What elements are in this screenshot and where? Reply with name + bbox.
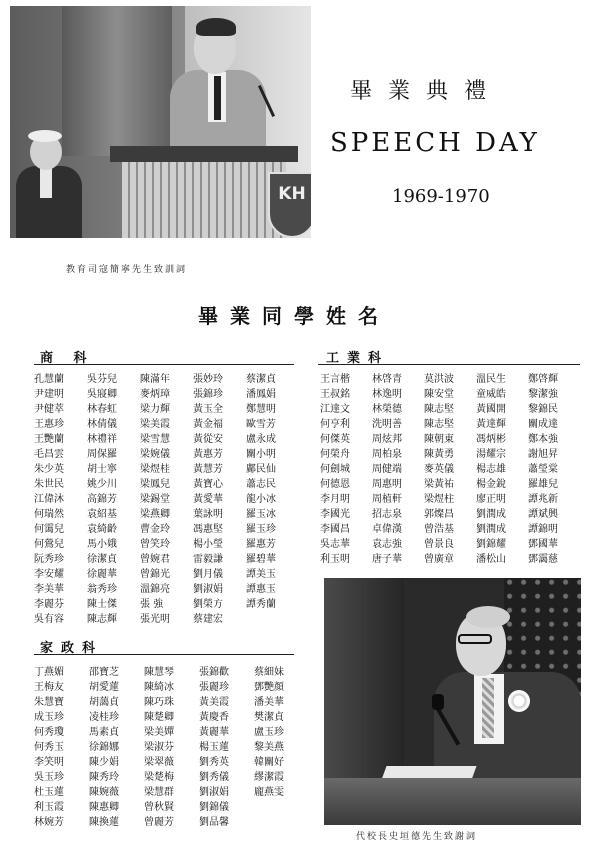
graduate-name: 譚錦明	[528, 524, 558, 535]
graduate-name: 朱世民	[34, 479, 64, 490]
graduate-name: 梁翠薇	[144, 757, 174, 768]
graduate-name: 劉淑娟	[193, 584, 223, 595]
graduate-name: 王叔銘	[320, 389, 350, 400]
graduate-name: 梁美嬋	[144, 727, 174, 738]
graduate-name: 鄺民仙	[246, 464, 276, 475]
graduate-name: 羅玉冰	[246, 509, 276, 520]
graduate-name: 謝旭昇	[528, 449, 558, 460]
graduate-name: 李麗芬	[34, 599, 64, 610]
graduate-name: 關成達	[528, 419, 558, 430]
graduate-name: 蔡建宏	[193, 614, 223, 625]
graduate-name: 阮秀珍	[34, 554, 64, 565]
graduate-name: 何瑞然	[34, 509, 64, 520]
graduate-name: 唐子華	[372, 554, 402, 565]
graduate-name: 梁燕卿	[140, 509, 170, 520]
graduate-name: 何劍城	[320, 464, 350, 475]
graduate-name: 陳秀玲	[89, 772, 119, 783]
graduate-name: 李月明	[320, 494, 350, 505]
graduate-name: 楊小瑩	[193, 539, 223, 550]
graduate-name: 朱少英	[34, 464, 64, 475]
graduate-name: 丁燕媚	[34, 667, 64, 678]
graduate-name: 劉錦儀	[199, 802, 229, 813]
graduate-name: 利玉明	[320, 554, 350, 565]
graduate-name: 陳志輝	[87, 614, 117, 625]
graduate-name: 潘松山	[476, 554, 506, 565]
graduate-name: 譚惠玉	[246, 584, 276, 595]
graduate-name: 廖正明	[476, 494, 506, 505]
graduate-name: 梁婉儀	[140, 449, 170, 460]
graduate-name: 林逸明	[372, 389, 402, 400]
graduate-name: 陳慧琴	[144, 667, 174, 678]
graduate-name: 鄧靄慈	[528, 554, 558, 565]
graduate-name: 馬素貞	[89, 727, 119, 738]
graduate-name: 童威皓	[476, 389, 506, 400]
graduate-name: 劉錦耀	[476, 539, 506, 550]
graduate-name: 徐潔貞	[87, 554, 117, 565]
graduate-name: 鄭啓輝	[528, 374, 558, 385]
graduate-name: 利玉霞	[34, 802, 64, 813]
graduate-name: 龐燕雯	[254, 787, 284, 798]
top-photo	[10, 6, 311, 238]
graduate-name: 楊金銳	[476, 479, 506, 490]
graduate-name: 李安耀	[34, 569, 64, 580]
graduate-name: 黎錦民	[528, 404, 558, 415]
graduate-name: 梁美霞	[140, 419, 170, 430]
graduate-name: 林春虹	[87, 404, 117, 415]
graduate-name: 黃玉全	[193, 404, 223, 415]
microphone-icon	[432, 694, 444, 710]
graduate-name: 馮惠堅	[193, 524, 223, 535]
boutonniere-icon	[508, 690, 530, 712]
graduate-name: 梁雪慧	[140, 434, 170, 445]
glasses-icon	[458, 634, 492, 644]
section-rule-industrial	[318, 364, 580, 365]
graduate-name: 陳黃勇	[424, 449, 454, 460]
speaker-hair	[196, 18, 236, 36]
graduate-name: 胡士寧	[87, 464, 117, 475]
graduate-name: 袁志強	[372, 539, 402, 550]
graduate-name: 梁煜桂	[140, 464, 170, 475]
graduate-name: 潘美華	[254, 697, 284, 708]
graduate-name: 林倩儀	[87, 419, 117, 430]
graduate-name: 譚秀蘭	[246, 599, 276, 610]
graduate-name: 麥炳璋	[140, 389, 170, 400]
graduate-name: 周健端	[372, 464, 402, 475]
name-list-industrial	[320, 372, 580, 567]
graduate-name: 馮炳彬	[476, 434, 506, 445]
graduate-name: 黃麗華	[199, 727, 229, 738]
graduate-name: 陳少娟	[89, 757, 119, 768]
graduate-name: 楊玉蓮	[199, 742, 229, 753]
graduate-name: 鄧艷顏	[254, 682, 284, 693]
graduate-name: 黃達輝	[476, 419, 506, 430]
graduate-name: 林婉芳	[34, 817, 64, 828]
graduate-name: 李國光	[320, 509, 350, 520]
graduate-name: 黃慧芳	[193, 464, 223, 475]
name-list-commerce	[34, 372, 299, 627]
graduate-name: 王梅友	[34, 682, 64, 693]
graduate-name: 何霭兒	[34, 524, 64, 535]
graduate-name: 溫錦亮	[140, 584, 170, 595]
graduate-name: 譚美玉	[246, 569, 276, 580]
photo-curtain	[62, 6, 172, 156]
section-rule-domestic	[34, 654, 294, 655]
graduate-name: 曾笑玲	[140, 539, 170, 550]
graduate-name: 尹建明	[34, 389, 64, 400]
graduate-name: 王艷蘭	[34, 434, 64, 445]
graduate-name: 何秀瓊	[34, 727, 64, 738]
section-rule-commerce	[34, 364, 294, 365]
graduate-name: 蕭瑩棠	[528, 464, 558, 475]
graduate-name: 何傑英	[320, 434, 350, 445]
graduate-name: 葉詠明	[193, 509, 223, 520]
desk	[324, 778, 581, 825]
school-crest-icon: KH	[268, 172, 311, 238]
graduate-name: 梁錫堂	[140, 494, 170, 505]
speaker-hair	[466, 606, 510, 628]
graduate-name: 吳有容	[34, 614, 64, 625]
graduate-name: 張麗珍	[199, 682, 229, 693]
graduate-name: 林啓青	[372, 374, 402, 385]
graduate-name: 林禮祥	[87, 434, 117, 445]
graduate-name: 曾景良	[424, 539, 454, 550]
graduate-name: 陳惠卿	[89, 802, 119, 813]
graduate-name: 雷毅謙	[193, 554, 223, 565]
graduate-name: 邵寶芝	[89, 667, 119, 678]
lectern	[122, 162, 286, 238]
graduate-name: 歐雪芳	[246, 419, 276, 430]
graduate-name: 曹金玲	[140, 524, 170, 535]
graduate-name: 鄭本強	[528, 434, 558, 445]
title-english: SPEECH DAY	[330, 128, 540, 158]
graduate-name: 陳志堅	[424, 404, 454, 415]
graduate-name: 劉秀儀	[199, 772, 229, 783]
title-chinese: 畢業典禮	[350, 79, 503, 104]
graduate-name: 麥英儀	[424, 464, 454, 475]
seated-shirt	[40, 168, 52, 198]
graduate-name: 劉月儀	[193, 569, 223, 580]
lectern-top	[110, 146, 298, 162]
graduate-name: 劉潤成	[476, 509, 506, 520]
graduate-name: 盧永成	[246, 434, 276, 445]
graduate-name: 卓偉漢	[372, 524, 402, 535]
graduate-name: 龍小冰	[246, 494, 276, 505]
graduate-name: 杜玉蓮	[34, 787, 64, 798]
graduate-name: 梁慧群	[144, 787, 174, 798]
graduate-name: 李國昌	[320, 524, 350, 535]
graduate-name: 徐錦娜	[89, 742, 119, 753]
graduate-name: 黃寶心	[193, 479, 223, 490]
graduate-name: 梁鳳兒	[140, 479, 170, 490]
graduate-name: 劉淑娟	[199, 787, 229, 798]
graduate-name: 張 強	[140, 599, 164, 610]
graduate-name: 高錦芳	[87, 494, 117, 505]
graduate-name: 黃從安	[193, 434, 223, 445]
graduate-name: 姚少川	[87, 479, 117, 490]
graduate-name: 孔慧蘭	[34, 374, 64, 385]
graduate-name: 周保羅	[87, 449, 117, 460]
graduate-name: 劉榮方	[193, 599, 223, 610]
graduate-name: 鄭慧明	[246, 404, 276, 415]
graduate-name: 羅碧華	[246, 554, 276, 565]
name-list-domestic	[34, 665, 309, 830]
graduate-name: 陳志堅	[424, 419, 454, 430]
graduate-name: 陳巧珠	[144, 697, 174, 708]
graduate-name: 曾錦光	[140, 569, 170, 580]
graduate-name: 曾婉君	[140, 554, 170, 565]
graduate-name: 王惠珍	[34, 419, 64, 430]
graduate-name: 曾浩基	[424, 524, 454, 535]
graduate-name: 譚兆新	[528, 494, 558, 505]
graduate-name: 譚斌興	[528, 509, 558, 520]
graduate-name: 韓關好	[254, 757, 284, 768]
graduate-name: 黎潔強	[528, 389, 558, 400]
title-year: 1969-1970	[392, 186, 490, 207]
graduate-name: 曾秋賢	[144, 802, 174, 813]
graduate-name: 何鶯兒	[34, 539, 64, 550]
graduate-name: 何秀玉	[34, 742, 64, 753]
graduate-name: 黃慶香	[199, 712, 229, 723]
graduate-name: 江達文	[320, 404, 350, 415]
graduate-name: 曾麗芳	[144, 817, 174, 828]
graduate-name: 劉秀英	[199, 757, 229, 768]
graduate-name: 何榮舟	[320, 449, 350, 460]
graduate-name: 陳士傑	[87, 599, 117, 610]
graduate-name: 張妙玲	[193, 374, 223, 385]
graduate-name: 王言楷	[320, 374, 350, 385]
graduate-name: 蔡細妹	[254, 667, 284, 678]
graduate-name: 劉品馨	[199, 817, 229, 828]
graduate-name: 袁紹基	[87, 509, 117, 520]
bottom-photo-caption: 代校長史垣德先生致謝詞	[356, 832, 478, 842]
graduate-name: 成玉珍	[34, 712, 64, 723]
graduate-name: 江偉沐	[34, 494, 64, 505]
graduate-name: 潘鳳娟	[246, 389, 276, 400]
graduate-name: 吳寢卿	[87, 389, 117, 400]
graduate-name: 梁淑芬	[144, 742, 174, 753]
speaker-tie	[214, 76, 221, 120]
graduate-name: 張光明	[140, 614, 170, 625]
graduate-name: 李美華	[34, 584, 64, 595]
graduate-name: 胡藹貞	[89, 697, 119, 708]
graduate-name: 湯耀宗	[476, 449, 506, 460]
graduate-name: 梁黃祐	[424, 479, 454, 490]
graduate-name: 黃愛華	[193, 494, 223, 505]
graduate-name: 羅惠芳	[246, 539, 276, 550]
graduate-name: 梁煜柱	[424, 494, 454, 505]
graduate-name: 洗明善	[372, 419, 402, 430]
graduate-name: 黃惠芳	[193, 449, 223, 460]
graduate-name: 郭燦昌	[424, 509, 454, 520]
graduate-name: 鄧國華	[528, 539, 558, 550]
section-heading-industrial: 工業科	[326, 351, 390, 366]
graduate-name: 關小明	[246, 449, 276, 460]
graduate-name: 凌桂珍	[89, 712, 119, 723]
section-heading-commerce: 商 科	[40, 351, 95, 366]
graduate-name: 胡愛蓮	[89, 682, 119, 693]
graduate-name: 張錦珍	[193, 389, 223, 400]
graduate-name: 楊志雄	[476, 464, 506, 475]
bottom-photo	[324, 578, 581, 825]
graduate-name: 翁秀珍	[87, 584, 117, 595]
graduate-name: 何德恩	[320, 479, 350, 490]
graduate-name: 招志泉	[372, 509, 402, 520]
graduate-name: 黃美霞	[199, 697, 229, 708]
section-heading-domestic: 家政科	[40, 641, 104, 656]
graduate-name: 周植軒	[372, 494, 402, 505]
graduate-name: 黃國開	[476, 404, 506, 415]
graduate-name: 李笑明	[34, 757, 64, 768]
graduate-name: 溫民生	[476, 374, 506, 385]
graduate-name: 陳綺冰	[144, 682, 174, 693]
graduate-name: 朱慧寶	[34, 697, 64, 708]
graduate-name: 梁楚梅	[144, 772, 174, 783]
graduate-name: 周惠明	[372, 479, 402, 490]
graduate-name: 羅玉珍	[246, 524, 276, 535]
graduate-name: 劉潤成	[476, 524, 506, 535]
graduate-name: 張錦歡	[199, 667, 229, 678]
graduate-name: 尹健萃	[34, 404, 64, 415]
graduate-name: 梁力輝	[140, 404, 170, 415]
graduate-name: 黎美燕	[254, 742, 284, 753]
top-photo-caption: 教育司寇簡寧先生致訓詞	[66, 265, 188, 275]
graduate-name: 繆潔霞	[254, 772, 284, 783]
graduate-name: 陳楚卿	[144, 712, 174, 723]
graduate-name: 吳芬兒	[87, 374, 117, 385]
graduate-name: 陳換蓮	[89, 817, 119, 828]
graduate-name: 林榮德	[372, 404, 402, 415]
graduate-name: 樊潔貞	[254, 712, 284, 723]
graduate-name: 陳安堂	[424, 389, 454, 400]
graduate-name: 曾廣章	[424, 554, 454, 565]
graduates-list-title: 畢業同學姓名	[198, 304, 390, 328]
graduate-name: 吳志華	[320, 539, 350, 550]
graduate-name: 莫洪波	[424, 374, 454, 385]
graduate-name: 蔡潔貞	[246, 374, 276, 385]
graduate-name: 周柏泉	[372, 449, 402, 460]
graduate-name: 毛昌雲	[34, 449, 64, 460]
graduate-name: 盧玉珍	[254, 727, 284, 738]
seated-hair	[28, 130, 62, 142]
graduate-name: 徐麗華	[87, 569, 117, 580]
speaker-tie	[482, 678, 494, 738]
graduate-name: 黃金福	[193, 419, 223, 430]
graduate-name: 吳玉珍	[34, 772, 64, 783]
graduate-name: 周炫邦	[372, 434, 402, 445]
graduate-name: 陳滿年	[140, 374, 170, 385]
graduate-name: 何亨利	[320, 419, 350, 430]
graduate-name: 蕭志民	[246, 479, 276, 490]
graduate-name: 陳婉薇	[89, 787, 119, 798]
graduate-name: 袁綺齡	[87, 524, 117, 535]
graduate-name: 羅雄兒	[528, 479, 558, 490]
graduate-name: 馬小娥	[87, 539, 117, 550]
graduate-name: 陳朝東	[424, 434, 454, 445]
